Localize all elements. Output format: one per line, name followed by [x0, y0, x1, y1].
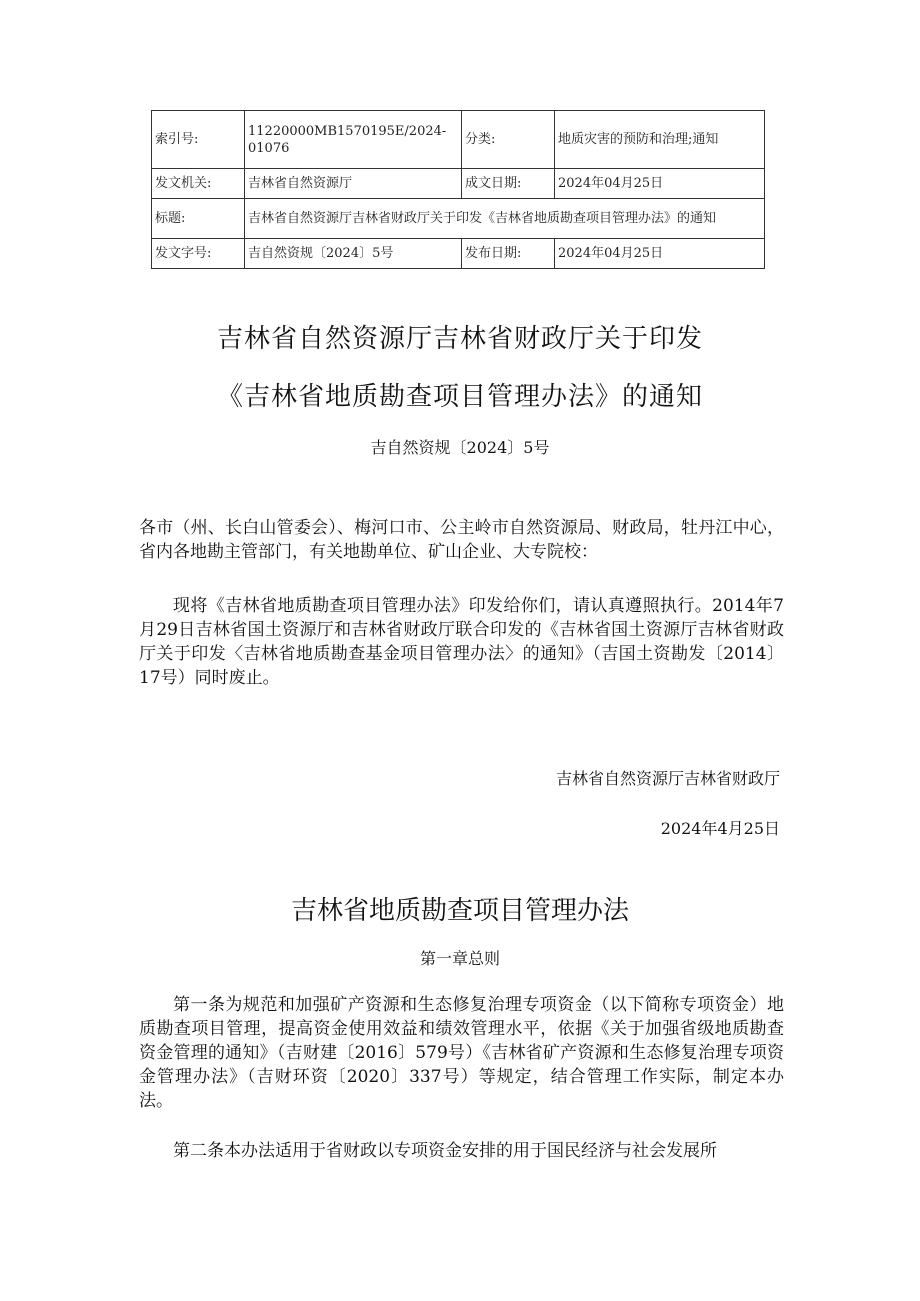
- publish-date-value: 2024年04月25日: [555, 239, 765, 269]
- issuer-label: 发文机关:: [152, 169, 245, 199]
- measures-title: 吉林省地质勘查项目管理办法: [290, 896, 629, 926]
- written-date-value: 2024年04月25日: [555, 169, 765, 199]
- notice-signature: 吉林省自然资源厅吉林省财政厅: [555, 769, 780, 788]
- notice-recipients: 各市（州、长白山管委会）、梅河口市、公主岭市自然资源局、财政局，牡丹江中心，省内各地勘主管部门，有关地勘单位、矿山企业、大专院校：: [139, 518, 784, 562]
- notice-doc-number: 吉自然资规〔2024〕5号: [370, 438, 550, 457]
- category-value: 地质灾害的预防和治理;通知: [555, 111, 765, 169]
- document-info-table: [151, 110, 765, 269]
- info-row-title: [152, 199, 765, 239]
- docno-label: 发文字号:: [152, 239, 245, 269]
- chapter-heading: 第一章总则: [419, 949, 500, 968]
- title-value: 吉林省自然资源厅吉林省财政厅关于印发《吉林省地质勘查项目管理办法》的通知: [245, 199, 765, 239]
- info-row-docno: [152, 239, 765, 269]
- notice-title-line1: 吉林省自然资源厅吉林省财政厅关于印发: [216, 324, 703, 354]
- notice-date: 2024年4月25日: [660, 819, 780, 838]
- article-2: 第二条本办法适用于省财政以专项资金安排的用于国民经济与社会发展所: [173, 1141, 717, 1161]
- notice-body: 现将《吉林省地质勘查项目管理办法》印发给你们，请认真遵照执行。2014年7月29日吉林省国土资源厅和吉林省财政厅联合印发的《吉林省国土资源厅吉林省财政厅关于印发〈吉林省地质勘查基金项目管理办法〉的通知》（吉国土资勘发〔2014〕17号）同时废止。: [139, 596, 784, 688]
- index-value: 11220000MB1570195E/2024-01076: [245, 111, 462, 169]
- issuer-value: 吉林省自然资源厅: [245, 169, 462, 199]
- index-label: 索引号:: [152, 111, 245, 169]
- written-date-label: 成文日期:: [462, 169, 555, 199]
- docno-value: 吉自然资规〔2024〕5号: [245, 239, 462, 269]
- info-row-issuer: [152, 169, 765, 199]
- category-label: 分类:: [462, 111, 555, 169]
- notice-title-line2: 《吉林省地质勘查项目管理办法》的通知: [216, 382, 703, 412]
- publish-date-label: 发布日期:: [462, 239, 555, 269]
- article-1: 第一条为规范和加强矿产资源和生态修复治理专项资金（以下简称专项资金）地质勘查项目管理，提高资金使用效益和绩效管理水平，依据《关于加强省级地质勘查资金管理的通知》（吉财建〔2016〕579号）《吉林省矿产资源和生态修复治理专项资金管理办法》（吉财环资〔2020〕337号）等规定，结合管理工作实际，制定本办法。: [139, 995, 784, 1111]
- title-label: 标题:: [152, 199, 245, 239]
- info-row-index: [152, 111, 765, 169]
